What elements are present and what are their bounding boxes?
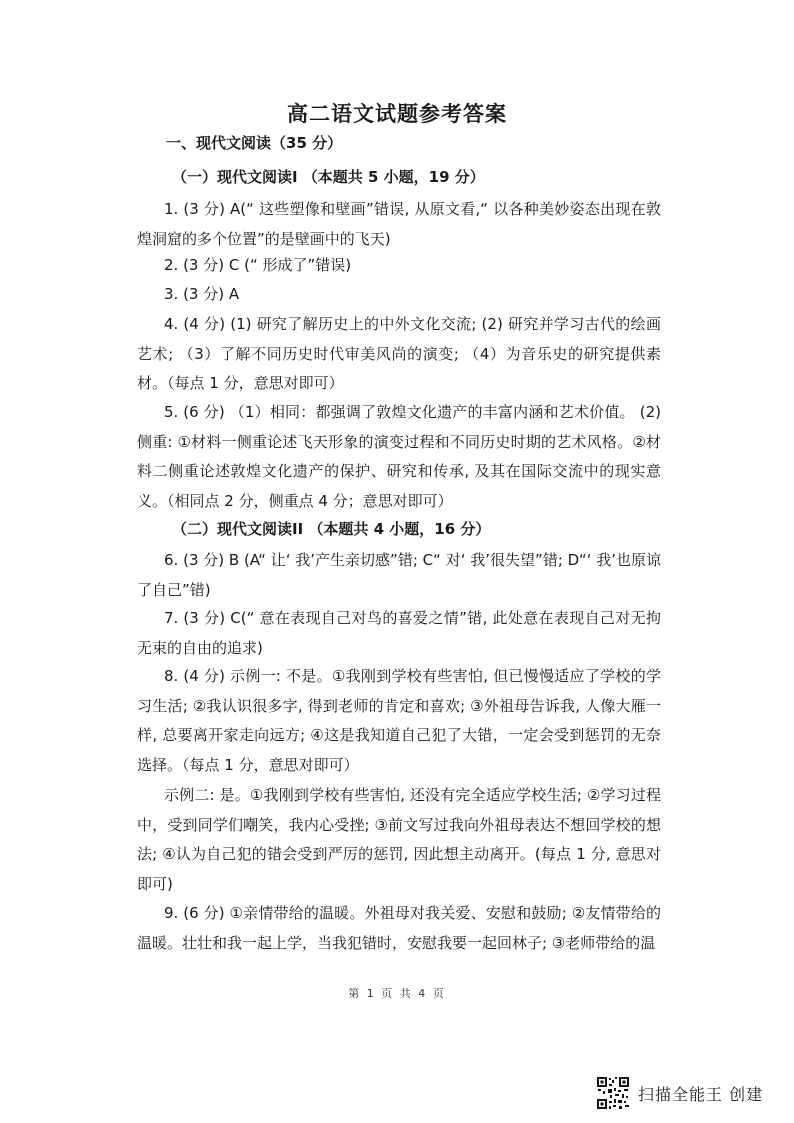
answer-q3: 3. (3 分) A [164,285,240,303]
answer-q1: 1. (3 分) A(“ 这些塑像和壁画”错误, 从原文看,“ 以各种美妙姿态出现在敦煌洞窟的多个位置”的是壁画中的飞天) [137,200,661,248]
subsection-heading-reading-2: （二）现代文阅读II （本题共 4 小题，16 分） [172,520,491,538]
subsection-heading-reading-1: （一）现代文阅读I （本题共 5 小题，19 分） [172,168,485,186]
answer-q4: 4. (4 分) (1) 研究了解历史上的中外文化交流; (2) 研究并学习古代的绘画艺术; （3）了解不同历史时代审美风尚的演变; （4）为音乐史的研究提供素材。（每点 1 分，意思对即可） [137,315,661,393]
page-title: 高二语文试题参考答案 [287,102,507,126]
answer-q8-example-2: 示例二: 是。①我刚到学校有些害怕, 还没有完全适应学校生活; ②学习过程中，受到同学们嘲笑，我内心受挫; ③前文写过我向外祖母表达不想回学校的想法; ④认为自己犯的错会受到严厉的惩罚, 因此想主动离开。(每点 1 分, 意思对即可) [137,786,661,893]
answer-q2: 2. (3 分) C (“ 形成了”错误) [164,256,352,274]
page-footer: 第 1 页 共 4 页 [348,987,446,1000]
answer-q5: 5. (6 分) （1）相同：都强调了敦煌文化遗产的丰富内涵和艺术价值。 (2) 侧重: ①材料一侧重论述飞天形象的演变过程和不同历史时期的艺术风格。②材料二侧重论述敦煌文化遗产的保护、研究和传承, 及其在国际交流中的现实意义。（相同点 2 分，侧重点 4 分；意思对即可） [137,403,661,510]
answer-q8-example-1: 8. (4 分) 示例一: 不是。①我刚到学校有些害怕, 但已慢慢适应了学校的学习生活; ②我认识很多字, 得到老师的肯定和喜欢; ③外祖母告诉我, 人像大雁一样, 总要离开家走向远方; ④这是我知道自己犯了大错，一定会受到惩罚的无奈选择。（每点 1 分，意思对即可） [137,667,661,774]
scanner-watermark-text: 扫描全能王 创建 [638,1084,764,1104]
answer-q9: 9. (6 分) ①亲情带给的温暖。外祖母对我关爱、安慰和鼓励; ②友情带给的温暖。壮壮和我一起上学，当我犯错时，安慰我要一起回林子; ③老师带给的温 [137,904,661,952]
scanner-watermark [596,1076,763,1110]
answer-q7: 7. (3 分) C(“ 意在表现自己对鸟的喜爱之情”错, 此处意在表现自己对无拘无束的自由的追求) [137,609,661,657]
qr-code-icon [596,1076,630,1110]
answer-q6: 6. (3 分) B (A“ 让‘ 我’产生亲切感”错; C“ 对‘ 我’很失望”错; D“‘ 我’也原谅了自己”错) [137,551,661,599]
section-heading-modern-reading: 一、现代文阅读（35 分） [166,134,343,152]
